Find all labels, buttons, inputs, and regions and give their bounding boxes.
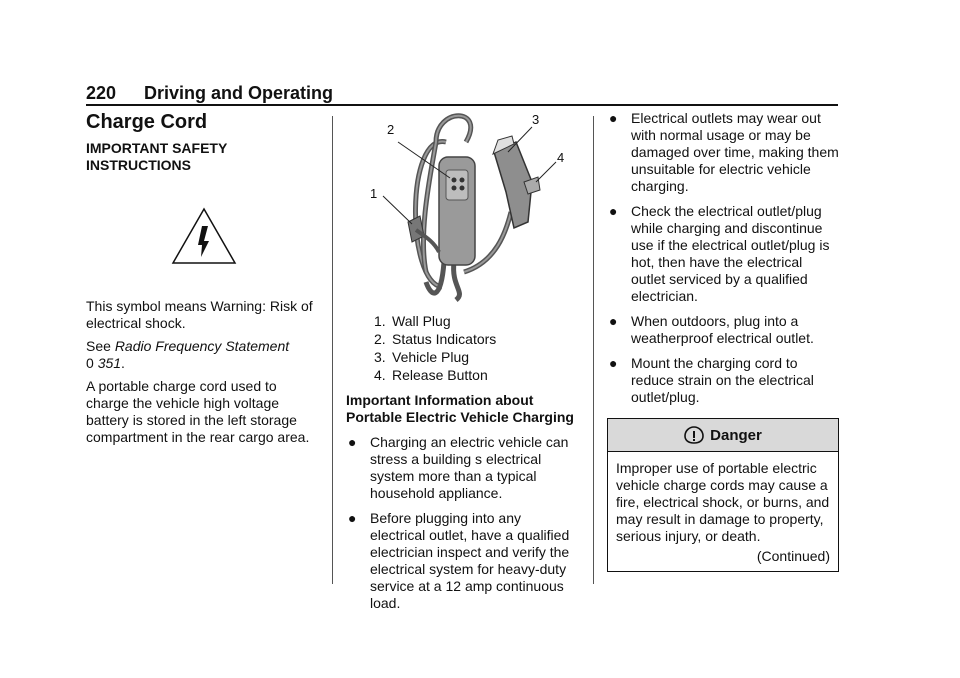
list-item: 4. Release Button bbox=[374, 367, 488, 383]
danger-header bbox=[608, 419, 838, 452]
warning-symbol bbox=[86, 174, 321, 298]
info-heading: Important Information about Portable Electric Vehicle Charging bbox=[346, 392, 574, 425]
see-link[interactable]: Radio Frequency Statement bbox=[114, 338, 290, 354]
bullet-icon: ● bbox=[348, 434, 357, 450]
see-prefix: See bbox=[86, 338, 111, 354]
list-item: ● Charging an electric vehicle can stress a building s electrical system more than a typical household appliance. bbox=[348, 434, 569, 501]
callout-4: 4 bbox=[557, 150, 565, 165]
see-period: . bbox=[121, 355, 125, 371]
callout-3: 3 bbox=[532, 112, 540, 127]
danger-label: Danger bbox=[710, 426, 762, 444]
column-middle bbox=[346, 112, 578, 620]
column-right bbox=[607, 110, 839, 572]
list-item: ● Mount the charging cord to reduce strain on the electrical outlet/plug. bbox=[609, 355, 814, 405]
page-number: 220 bbox=[86, 83, 117, 103]
list-item: ● When outdoors, plug into a weatherproof electrical outlet. bbox=[609, 313, 814, 346]
charge-cord-illustration bbox=[346, 112, 578, 307]
figure-legend bbox=[346, 313, 578, 384]
list-item: ● Before plugging into any electrical outlet, have a qualified electrician inspect and verify the electrical system for heavy-duty service at a 12 amp continuous load. bbox=[348, 510, 570, 611]
callout-1: 1 bbox=[370, 186, 378, 201]
warning-symbol-text: This symbol means Warning: Risk of electrical shock. bbox=[86, 298, 313, 331]
list-item: 2. Status Indicators bbox=[374, 331, 497, 347]
list-item: ● Check the electrical outlet/plug while charging and discontinue use if the electrical outlet/plug is hot, then have the electrical outlet serviced by a qualified electrician. bbox=[609, 203, 830, 304]
danger-text: Improper use of portable electric vehicle charge cords may cause a fire, electrical shock, or burns, and may result in damage to property, serious injury, or death. bbox=[616, 460, 830, 544]
danger-box bbox=[607, 418, 839, 572]
bullet-list bbox=[607, 110, 839, 406]
bullet-icon: ● bbox=[609, 355, 618, 371]
charge-cord-description: A portable charge cord used to charge the vehicle high voltage battery is stored in the left storage compartment in the rear cargo area. bbox=[86, 378, 310, 445]
bullet-list bbox=[346, 434, 578, 612]
list-item: ● Electrical outlets may wear out with normal usage or may be damaged over time, making them unsuitable for electric vehicle charging. bbox=[609, 110, 839, 194]
danger-icon bbox=[684, 426, 704, 444]
column-divider bbox=[593, 116, 594, 584]
see-page[interactable]: 351 bbox=[97, 355, 122, 371]
column-divider bbox=[332, 116, 333, 584]
bullet-icon: ● bbox=[609, 110, 618, 126]
list-item: 3. Vehicle Plug bbox=[374, 349, 470, 365]
see-reference bbox=[86, 338, 321, 372]
page-ref-icon: 0 bbox=[86, 355, 94, 371]
charge-cord-figure bbox=[346, 112, 578, 307]
page-title: Charge Cord bbox=[86, 111, 208, 133]
bullet-icon: ● bbox=[609, 313, 618, 329]
list-item: 1. Wall Plug bbox=[374, 313, 451, 329]
warning-triangle-icon bbox=[171, 207, 237, 265]
section-title: Driving and Operating bbox=[144, 83, 334, 103]
column-left bbox=[86, 110, 321, 452]
safety-heading: IMPORTANT SAFETY INSTRUCTIONS bbox=[86, 140, 228, 173]
bullet-icon: ● bbox=[609, 203, 618, 219]
continued-label: (Continued) bbox=[756, 548, 830, 564]
header-rule bbox=[86, 104, 838, 106]
bullet-icon: ● bbox=[348, 510, 357, 526]
callout-2: 2 bbox=[387, 122, 395, 137]
danger-body bbox=[608, 452, 838, 571]
